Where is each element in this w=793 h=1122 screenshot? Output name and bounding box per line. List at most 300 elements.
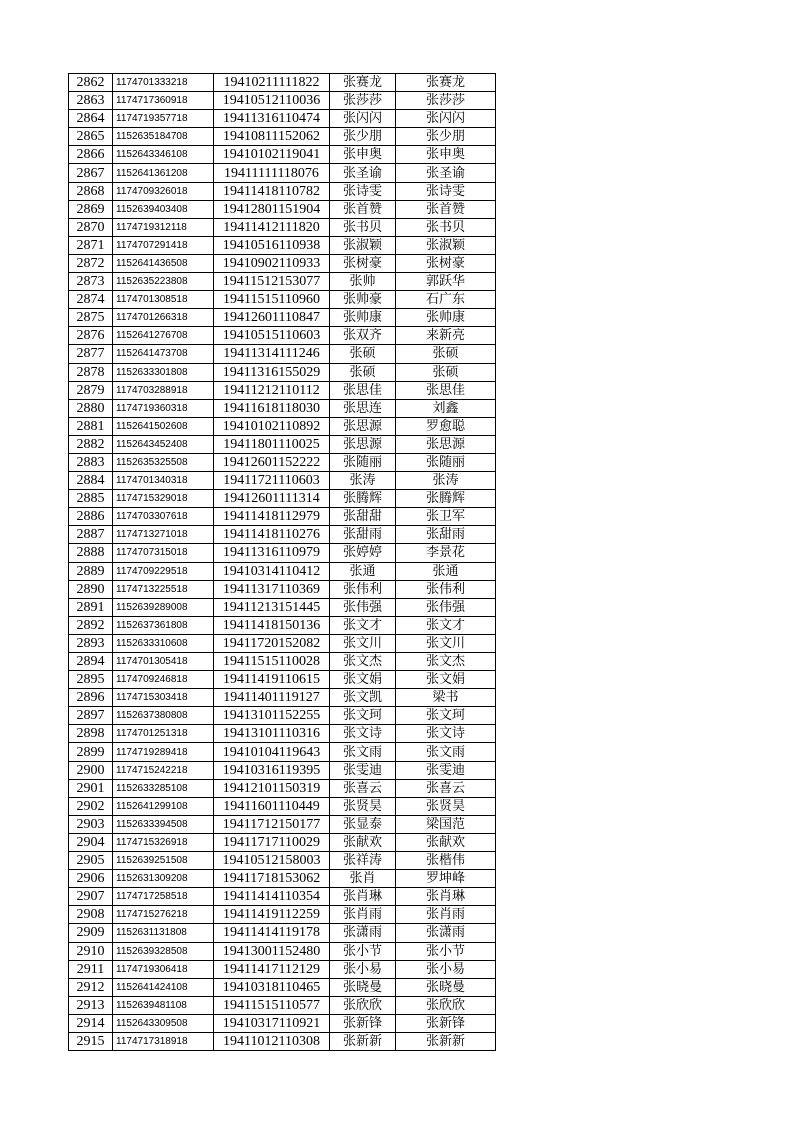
row-number-cell: 2886	[69, 508, 113, 526]
table-row	[69, 472, 496, 490]
exam-number-cell: 19411515110028	[214, 653, 330, 671]
student-name-cell: 张树豪	[330, 254, 396, 272]
student-name-cell: 张文川	[330, 634, 396, 652]
verified-name-cell: 张潇雨	[396, 924, 496, 942]
table-row	[69, 960, 496, 978]
verified-name-cell: 张伟利	[396, 580, 496, 598]
row-number-cell: 2870	[69, 218, 113, 236]
table-row	[69, 888, 496, 906]
verified-name-cell: 张肖雨	[396, 906, 496, 924]
verified-name-cell: 张晓曼	[396, 978, 496, 996]
table-row	[69, 417, 496, 435]
exam-number-cell: 19411712150177	[214, 815, 330, 833]
exam-number-cell: 19411111118076	[214, 164, 330, 182]
table-row	[69, 689, 496, 707]
verified-name-cell: 张文才	[396, 616, 496, 634]
student-name-cell: 张肖	[330, 870, 396, 888]
registration-id-cell: 1174719289418	[113, 743, 214, 761]
registration-id-cell: 1152641436508	[113, 254, 214, 272]
student-name-cell: 张淑颖	[330, 236, 396, 254]
exam-number-cell: 19410316119395	[214, 761, 330, 779]
student-name-cell: 张甜雨	[330, 526, 396, 544]
table-row	[69, 92, 496, 110]
row-number-cell: 2909	[69, 924, 113, 942]
row-number-cell: 2895	[69, 671, 113, 689]
row-number-cell: 2884	[69, 472, 113, 490]
table-row	[69, 1014, 496, 1032]
table-row	[69, 580, 496, 598]
student-name-cell: 张硕	[330, 345, 396, 363]
table-row	[69, 200, 496, 218]
verified-name-cell: 张赛龙	[396, 74, 496, 92]
registration-id-cell: 1152639403408	[113, 200, 214, 218]
exam-number-cell: 19410512158003	[214, 852, 330, 870]
exam-number-cell: 19411316110474	[214, 110, 330, 128]
student-name-cell: 张新新	[330, 1032, 396, 1050]
verified-name-cell: 罗愈聪	[396, 417, 496, 435]
verified-name-cell: 张贤昊	[396, 797, 496, 815]
student-name-cell: 张书贝	[330, 218, 396, 236]
exam-number-cell: 19413101110316	[214, 725, 330, 743]
student-name-cell: 张随丽	[330, 453, 396, 471]
table-row	[69, 743, 496, 761]
table-row	[69, 435, 496, 453]
registration-id-cell: 1174701308518	[113, 291, 214, 309]
student-name-cell: 张少朋	[330, 128, 396, 146]
row-number-cell: 2889	[69, 562, 113, 580]
verified-name-cell: 张首赞	[396, 200, 496, 218]
student-name-cell: 张腾辉	[330, 490, 396, 508]
student-name-cell: 张婷婷	[330, 544, 396, 562]
verified-name-cell: 张少朋	[396, 128, 496, 146]
row-number-cell: 2885	[69, 490, 113, 508]
row-number-cell: 2894	[69, 653, 113, 671]
registration-id-cell: 1152639289008	[113, 598, 214, 616]
row-number-cell: 2904	[69, 833, 113, 851]
student-name-cell: 张圣谕	[330, 164, 396, 182]
exam-number-cell: 19411414119178	[214, 924, 330, 942]
verified-name-cell: 张文诗	[396, 725, 496, 743]
student-name-cell: 张潇雨	[330, 924, 396, 942]
row-number-cell: 2874	[69, 291, 113, 309]
exam-number-cell: 19410902110933	[214, 254, 330, 272]
registration-id-cell: 1174713225518	[113, 580, 214, 598]
verified-name-cell: 张思源	[396, 435, 496, 453]
verified-name-cell: 张文珂	[396, 707, 496, 725]
row-number-cell: 2915	[69, 1032, 113, 1050]
registration-id-cell: 1174719306418	[113, 960, 214, 978]
exam-number-cell: 19411419110615	[214, 671, 330, 689]
verified-name-cell: 张文雨	[396, 743, 496, 761]
exam-number-cell: 19411512153077	[214, 273, 330, 291]
roster-table-body	[69, 74, 496, 1051]
registration-id-cell: 1174717318918	[113, 1032, 214, 1050]
table-row	[69, 1032, 496, 1050]
verified-name-cell: 张小节	[396, 942, 496, 960]
table-row	[69, 870, 496, 888]
student-name-cell: 张肖雨	[330, 906, 396, 924]
registration-id-cell: 1152633285108	[113, 779, 214, 797]
verified-name-cell: 张申奥	[396, 146, 496, 164]
registration-id-cell: 1174713271018	[113, 526, 214, 544]
registration-id-cell: 1174715276218	[113, 906, 214, 924]
registration-id-cell: 1152643346108	[113, 146, 214, 164]
registration-id-cell: 1174719312118	[113, 218, 214, 236]
verified-name-cell: 张文杰	[396, 653, 496, 671]
registration-id-cell: 1174701305418	[113, 653, 214, 671]
table-row	[69, 453, 496, 471]
exam-number-cell: 19411317110369	[214, 580, 330, 598]
student-name-cell: 张甜甜	[330, 508, 396, 526]
registration-id-cell: 1152631309208	[113, 870, 214, 888]
table-row	[69, 236, 496, 254]
table-row	[69, 526, 496, 544]
row-number-cell: 2914	[69, 1014, 113, 1032]
table-row	[69, 309, 496, 327]
row-number-cell: 2877	[69, 345, 113, 363]
verified-name-cell: 刘鑫	[396, 399, 496, 417]
registration-id-cell: 1174717360918	[113, 92, 214, 110]
registration-id-cell: 1174707315018	[113, 544, 214, 562]
exam-number-cell: 19413101152255	[214, 707, 330, 725]
table-row	[69, 327, 496, 345]
exam-number-cell: 19411412111820	[214, 218, 330, 236]
student-name-cell: 张显泰	[330, 815, 396, 833]
row-number-cell: 2900	[69, 761, 113, 779]
registration-id-cell: 1174715242218	[113, 761, 214, 779]
verified-name-cell: 张雯迪	[396, 761, 496, 779]
verified-name-cell: 张肖琳	[396, 888, 496, 906]
registration-id-cell: 1174701251318	[113, 725, 214, 743]
table-row	[69, 978, 496, 996]
verified-name-cell: 张文川	[396, 634, 496, 652]
verified-name-cell: 张莎莎	[396, 92, 496, 110]
exam-number-cell: 19410318110465	[214, 978, 330, 996]
exam-number-cell: 19411012110308	[214, 1032, 330, 1050]
registration-id-cell: 1152633394508	[113, 815, 214, 833]
registration-id-cell: 1174701266318	[113, 309, 214, 327]
row-number-cell: 2892	[69, 616, 113, 634]
table-row	[69, 273, 496, 291]
student-name-cell: 张双齐	[330, 327, 396, 345]
student-name-cell: 张文娟	[330, 671, 396, 689]
student-name-cell: 张献欢	[330, 833, 396, 851]
table-row	[69, 544, 496, 562]
table-row	[69, 182, 496, 200]
exam-number-cell: 19411418150136	[214, 616, 330, 634]
table-row	[69, 707, 496, 725]
row-number-cell: 2912	[69, 978, 113, 996]
row-number-cell: 2882	[69, 435, 113, 453]
verified-name-cell: 张楷伟	[396, 852, 496, 870]
verified-name-cell: 张卫军	[396, 508, 496, 526]
verified-name-cell: 张书贝	[396, 218, 496, 236]
table-row	[69, 399, 496, 417]
exam-number-cell: 19411618118030	[214, 399, 330, 417]
table-row	[69, 218, 496, 236]
row-number-cell: 2862	[69, 74, 113, 92]
registration-id-cell: 1152641473708	[113, 345, 214, 363]
row-number-cell: 2867	[69, 164, 113, 182]
exam-number-cell: 19411417112129	[214, 960, 330, 978]
student-name-cell: 张首赞	[330, 200, 396, 218]
row-number-cell: 2905	[69, 852, 113, 870]
row-number-cell: 2908	[69, 906, 113, 924]
table-row	[69, 490, 496, 508]
row-number-cell: 2879	[69, 381, 113, 399]
verified-name-cell: 张小易	[396, 960, 496, 978]
row-number-cell: 2866	[69, 146, 113, 164]
registration-id-cell: 1152641299108	[113, 797, 214, 815]
table-row	[69, 345, 496, 363]
row-number-cell: 2890	[69, 580, 113, 598]
verified-name-cell: 石广东	[396, 291, 496, 309]
student-name-cell: 张文凯	[330, 689, 396, 707]
row-number-cell: 2868	[69, 182, 113, 200]
registration-id-cell: 1174701340318	[113, 472, 214, 490]
table-row	[69, 906, 496, 924]
verified-name-cell: 张腾辉	[396, 490, 496, 508]
table-row	[69, 598, 496, 616]
table-row	[69, 508, 496, 526]
exam-number-cell: 19410102110892	[214, 417, 330, 435]
exam-number-cell: 19411314111246	[214, 345, 330, 363]
table-row	[69, 942, 496, 960]
student-name-cell: 张硕	[330, 363, 396, 381]
verified-name-cell: 梁国范	[396, 815, 496, 833]
registration-id-cell: 1174703288918	[113, 381, 214, 399]
table-row	[69, 128, 496, 146]
student-name-cell: 张欣欣	[330, 996, 396, 1014]
row-number-cell: 2883	[69, 453, 113, 471]
student-name-cell: 张帅康	[330, 309, 396, 327]
exam-number-cell: 19411316110979	[214, 544, 330, 562]
registration-id-cell: 1152641276708	[113, 327, 214, 345]
student-name-cell: 张雯迪	[330, 761, 396, 779]
registration-id-cell: 1174719360318	[113, 399, 214, 417]
verified-name-cell: 张诗雯	[396, 182, 496, 200]
row-number-cell: 2901	[69, 779, 113, 797]
exam-number-cell: 19412601111314	[214, 490, 330, 508]
exam-number-cell: 19412601110847	[214, 309, 330, 327]
row-number-cell: 2878	[69, 363, 113, 381]
registration-id-cell: 1152639481108	[113, 996, 214, 1014]
row-number-cell: 2875	[69, 309, 113, 327]
table-row	[69, 254, 496, 272]
registration-id-cell: 1174709326018	[113, 182, 214, 200]
verified-name-cell: 张通	[396, 562, 496, 580]
row-number-cell: 2871	[69, 236, 113, 254]
student-name-cell: 张通	[330, 562, 396, 580]
row-number-cell: 2910	[69, 942, 113, 960]
table-row	[69, 146, 496, 164]
verified-name-cell: 张硕	[396, 345, 496, 363]
exam-number-cell: 19410102119041	[214, 146, 330, 164]
exam-number-cell: 19411801110025	[214, 435, 330, 453]
row-number-cell: 2893	[69, 634, 113, 652]
registration-id-cell: 1174709246818	[113, 671, 214, 689]
registration-id-cell: 1174715326918	[113, 833, 214, 851]
table-row	[69, 363, 496, 381]
table-row	[69, 797, 496, 815]
row-number-cell: 2876	[69, 327, 113, 345]
student-name-cell: 张莎莎	[330, 92, 396, 110]
verified-name-cell: 来新亮	[396, 327, 496, 345]
student-name-cell: 张小节	[330, 942, 396, 960]
student-name-cell: 张晓曼	[330, 978, 396, 996]
exam-number-cell: 19410516110938	[214, 236, 330, 254]
exam-number-cell: 19410314110412	[214, 562, 330, 580]
row-number-cell: 2903	[69, 815, 113, 833]
exam-number-cell: 19411418110782	[214, 182, 330, 200]
exam-number-cell: 19410515110603	[214, 327, 330, 345]
row-number-cell: 2913	[69, 996, 113, 1014]
verified-name-cell: 张圣谕	[396, 164, 496, 182]
verified-name-cell: 张伟强	[396, 598, 496, 616]
registration-id-cell: 1152641502608	[113, 417, 214, 435]
verified-name-cell: 张欣欣	[396, 996, 496, 1014]
row-number-cell: 2906	[69, 870, 113, 888]
exam-number-cell: 19413001152480	[214, 942, 330, 960]
exam-number-cell: 19411720152082	[214, 634, 330, 652]
table-row	[69, 852, 496, 870]
row-number-cell: 2869	[69, 200, 113, 218]
registration-id-cell: 1152635325508	[113, 453, 214, 471]
exam-number-cell: 19411721110603	[214, 472, 330, 490]
student-name-cell: 张文杰	[330, 653, 396, 671]
table-row	[69, 924, 496, 942]
registration-id-cell: 1174703307618	[113, 508, 214, 526]
exam-number-cell: 19411418110276	[214, 526, 330, 544]
exam-number-cell: 19410811152062	[214, 128, 330, 146]
verified-name-cell: 张新锋	[396, 1014, 496, 1032]
registration-id-cell: 1152639328508	[113, 942, 214, 960]
exam-number-cell: 19412801151904	[214, 200, 330, 218]
table-row	[69, 164, 496, 182]
registration-id-cell: 1174709229518	[113, 562, 214, 580]
table-row	[69, 671, 496, 689]
registration-id-cell: 1152641424108	[113, 978, 214, 996]
student-name-cell: 张伟利	[330, 580, 396, 598]
verified-name-cell: 张献欢	[396, 833, 496, 851]
row-number-cell: 2872	[69, 254, 113, 272]
verified-name-cell: 张随丽	[396, 453, 496, 471]
verified-name-cell: 张文娟	[396, 671, 496, 689]
registration-id-cell: 1152637380808	[113, 707, 214, 725]
row-number-cell: 2864	[69, 110, 113, 128]
exam-number-cell: 19411515110577	[214, 996, 330, 1014]
student-name-cell: 张帅豪	[330, 291, 396, 309]
exam-number-cell: 19411718153062	[214, 870, 330, 888]
roster-table	[68, 73, 496, 1051]
student-name-cell: 张文雨	[330, 743, 396, 761]
exam-number-cell: 19411213151445	[214, 598, 330, 616]
table-row	[69, 634, 496, 652]
student-name-cell: 张思连	[330, 399, 396, 417]
exam-number-cell: 19410104119643	[214, 743, 330, 761]
registration-id-cell: 1152639251508	[113, 852, 214, 870]
student-name-cell: 张思佳	[330, 381, 396, 399]
exam-number-cell: 19410211111822	[214, 74, 330, 92]
row-number-cell: 2911	[69, 960, 113, 978]
registration-id-cell: 1152635184708	[113, 128, 214, 146]
table-row	[69, 110, 496, 128]
verified-name-cell: 张新新	[396, 1032, 496, 1050]
row-number-cell: 2899	[69, 743, 113, 761]
row-number-cell: 2897	[69, 707, 113, 725]
table-row	[69, 725, 496, 743]
student-name-cell: 张涛	[330, 472, 396, 490]
student-name-cell: 张诗雯	[330, 182, 396, 200]
verified-name-cell: 张甜雨	[396, 526, 496, 544]
exam-number-cell: 19411212110112	[214, 381, 330, 399]
student-name-cell: 张小易	[330, 960, 396, 978]
student-name-cell: 张思源	[330, 417, 396, 435]
student-name-cell: 张文珂	[330, 707, 396, 725]
student-name-cell: 张肖琳	[330, 888, 396, 906]
row-number-cell: 2898	[69, 725, 113, 743]
verified-name-cell: 张思佳	[396, 381, 496, 399]
verified-name-cell: 张喜云	[396, 779, 496, 797]
exam-number-cell: 19412601152222	[214, 453, 330, 471]
row-number-cell: 2896	[69, 689, 113, 707]
registration-id-cell: 1152631131808	[113, 924, 214, 942]
table-row	[69, 291, 496, 309]
registration-id-cell: 1174715329018	[113, 490, 214, 508]
row-number-cell: 2902	[69, 797, 113, 815]
exam-number-cell: 19410512110036	[214, 92, 330, 110]
student-name-cell: 张祥涛	[330, 852, 396, 870]
exam-number-cell: 19411717110029	[214, 833, 330, 851]
exam-number-cell: 19411401119127	[214, 689, 330, 707]
registration-id-cell: 1152641361208	[113, 164, 214, 182]
exam-number-cell: 19410317110921	[214, 1014, 330, 1032]
student-name-cell: 张申奥	[330, 146, 396, 164]
row-number-cell: 2865	[69, 128, 113, 146]
registration-id-cell: 1152637361808	[113, 616, 214, 634]
verified-name-cell: 梁书	[396, 689, 496, 707]
verified-name-cell: 张闪闪	[396, 110, 496, 128]
verified-name-cell: 张涛	[396, 472, 496, 490]
registration-id-cell: 1174715303418	[113, 689, 214, 707]
registration-id-cell: 1152633301808	[113, 363, 214, 381]
registration-id-cell: 1174717258518	[113, 888, 214, 906]
table-row	[69, 761, 496, 779]
student-name-cell: 张赛龙	[330, 74, 396, 92]
table-row	[69, 815, 496, 833]
row-number-cell: 2891	[69, 598, 113, 616]
table-row	[69, 616, 496, 634]
student-name-cell: 张文才	[330, 616, 396, 634]
row-number-cell: 2881	[69, 417, 113, 435]
verified-name-cell: 张帅康	[396, 309, 496, 327]
table-row	[69, 833, 496, 851]
exam-number-cell: 19411418112979	[214, 508, 330, 526]
row-number-cell: 2888	[69, 544, 113, 562]
verified-name-cell: 张树豪	[396, 254, 496, 272]
row-number-cell: 2863	[69, 92, 113, 110]
verified-name-cell: 李景花	[396, 544, 496, 562]
row-number-cell: 2907	[69, 888, 113, 906]
verified-name-cell: 张硕	[396, 363, 496, 381]
student-name-cell: 张闪闪	[330, 110, 396, 128]
row-number-cell: 2887	[69, 526, 113, 544]
student-name-cell: 张新锋	[330, 1014, 396, 1032]
student-name-cell: 张帅	[330, 273, 396, 291]
verified-name-cell: 郭跃华	[396, 273, 496, 291]
table-row	[69, 381, 496, 399]
table-row	[69, 779, 496, 797]
